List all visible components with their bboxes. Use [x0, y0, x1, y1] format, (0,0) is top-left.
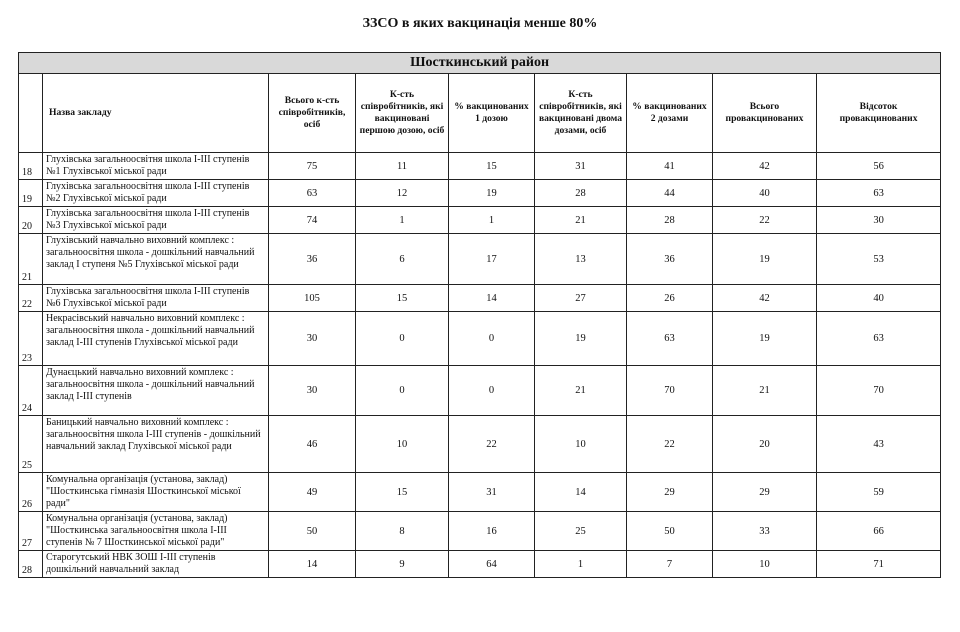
two-doses-percent-cell: 7 — [627, 551, 713, 578]
vaccinated-percent-cell: 40 — [817, 285, 941, 312]
total-vaccinated-cell: 22 — [713, 207, 817, 234]
first-dose-percent-cell: 0 — [449, 312, 535, 366]
institution-name: Баницький навчально виховний комплекс : загальноосвітня школа І-ІІІ ступенів - дошкільний навчальний заклад Глухівської міської ради — [43, 416, 269, 473]
total-vaccinated-cell: 33 — [713, 512, 817, 551]
total-vaccinated-cell: 21 — [713, 366, 817, 416]
institution-name: Глухівська загальноосвітня школа І-ІІІ ступенів №3 Глухівської міської ради — [43, 207, 269, 234]
two-doses-percent-cell: 41 — [627, 153, 713, 180]
row-number: 25 — [19, 416, 43, 473]
two-doses-percent-cell: 26 — [627, 285, 713, 312]
two-doses-percent-cell: 29 — [627, 473, 713, 512]
header-institution-name: Назва закладу — [43, 74, 269, 153]
total-staff-cell: 30 — [269, 366, 356, 416]
first-dose-percent-cell: 31 — [449, 473, 535, 512]
table-row — [19, 512, 941, 551]
two-doses-count-cell: 27 — [535, 285, 627, 312]
total-staff-cell: 105 — [269, 285, 356, 312]
region-title: Шосткинський район — [19, 53, 941, 74]
header-two-doses-count: К-сть співробітників, які вакциновані двома дозами, осіб — [535, 74, 627, 153]
total-vaccinated-cell: 42 — [713, 285, 817, 312]
institution-name: Комунальна організація (установа, заклад) "Шосткинська гімназія Шосткинської міської ради" — [43, 473, 269, 512]
first-dose-count-cell: 11 — [356, 153, 449, 180]
table-row — [19, 207, 941, 234]
row-number: 28 — [19, 551, 43, 578]
institution-name: Комунальна організація (установа, заклад) "Шосткинська загальноосвітня школа І-ІІІ ступенів № 7 Шосткинської міської ради" — [43, 512, 269, 551]
first-dose-percent-cell: 17 — [449, 234, 535, 285]
table-row — [19, 312, 941, 366]
row-number: 19 — [19, 180, 43, 207]
two-doses-count-cell: 31 — [535, 153, 627, 180]
table-row — [19, 153, 941, 180]
vaccinated-percent-cell: 43 — [817, 416, 941, 473]
table-row — [19, 416, 941, 473]
table-row — [19, 551, 941, 578]
vaccinated-percent-cell: 56 — [817, 153, 941, 180]
two-doses-percent-cell: 28 — [627, 207, 713, 234]
table-row — [19, 234, 941, 285]
first-dose-count-cell: 10 — [356, 416, 449, 473]
first-dose-percent-cell: 19 — [449, 180, 535, 207]
header-first-dose-percent: % вакцинованих 1 дозою — [449, 74, 535, 153]
vaccinated-percent-cell: 71 — [817, 551, 941, 578]
first-dose-count-cell: 6 — [356, 234, 449, 285]
total-vaccinated-cell: 19 — [713, 312, 817, 366]
row-number: 24 — [19, 366, 43, 416]
total-staff-cell: 75 — [269, 153, 356, 180]
first-dose-percent-cell: 15 — [449, 153, 535, 180]
first-dose-percent-cell: 16 — [449, 512, 535, 551]
first-dose-count-cell: 8 — [356, 512, 449, 551]
institution-name: Глухівська загальноосвітня школа І-ІІІ ступенів №1 Глухівської міської ради — [43, 153, 269, 180]
institution-name: Дунаєцький навчально виховний комплекс : загальноосвітня школа - дошкільний навчальний заклад І-ІІІ ступенів — [43, 366, 269, 416]
table-row — [19, 473, 941, 512]
vaccinated-percent-cell: 70 — [817, 366, 941, 416]
two-doses-percent-cell: 36 — [627, 234, 713, 285]
first-dose-count-cell: 0 — [356, 366, 449, 416]
total-staff-cell: 50 — [269, 512, 356, 551]
vaccinated-percent-cell: 66 — [817, 512, 941, 551]
row-number: 27 — [19, 512, 43, 551]
two-doses-count-cell: 21 — [535, 207, 627, 234]
first-dose-percent-cell: 64 — [449, 551, 535, 578]
institution-name: Старогутський НВК ЗОШ І-ІІІ ступенів дошкільний навчальний заклад — [43, 551, 269, 578]
vaccinated-percent-cell: 53 — [817, 234, 941, 285]
header-two-doses-percent: % вакцинованих 2 дозами — [627, 74, 713, 153]
vaccinated-percent-cell: 59 — [817, 473, 941, 512]
two-doses-percent-cell: 63 — [627, 312, 713, 366]
total-vaccinated-cell: 10 — [713, 551, 817, 578]
two-doses-count-cell: 25 — [535, 512, 627, 551]
total-vaccinated-cell: 20 — [713, 416, 817, 473]
header-number — [19, 74, 43, 153]
table-row — [19, 366, 941, 416]
total-vaccinated-cell: 40 — [713, 180, 817, 207]
two-doses-percent-cell: 44 — [627, 180, 713, 207]
first-dose-count-cell: 12 — [356, 180, 449, 207]
row-number: 23 — [19, 312, 43, 366]
table-row — [19, 285, 941, 312]
total-vaccinated-cell: 29 — [713, 473, 817, 512]
total-staff-cell: 74 — [269, 207, 356, 234]
total-staff-cell: 46 — [269, 416, 356, 473]
total-staff-cell: 49 — [269, 473, 356, 512]
row-number: 20 — [19, 207, 43, 234]
total-staff-cell: 36 — [269, 234, 356, 285]
institution-name: Некрасівський навчально виховний комплекс : загальноосвітня школа - дошкільний навчальний заклад І-ІІІ ступенів Глухівської міської ради — [43, 312, 269, 366]
page-title: ЗЗСО в яких вакцинація менше 80% — [362, 16, 598, 31]
two-doses-count-cell: 13 — [535, 234, 627, 285]
total-staff-cell: 14 — [269, 551, 356, 578]
region-row — [19, 53, 941, 74]
first-dose-count-cell: 9 — [356, 551, 449, 578]
two-doses-count-cell: 10 — [535, 416, 627, 473]
first-dose-percent-cell: 1 — [449, 207, 535, 234]
institution-name: Глухівський навчально виховний комплекс : загальноосвітня школа - дошкільний навчальний заклад І ступеня №5 Глухівської міської ради — [43, 234, 269, 285]
header-row — [19, 74, 941, 153]
two-doses-percent-cell: 22 — [627, 416, 713, 473]
row-number: 18 — [19, 153, 43, 180]
header-first-dose-count: К-сть співробітників, які вакциновані першою дозою, осіб — [356, 74, 449, 153]
table-row — [19, 180, 941, 207]
row-number: 22 — [19, 285, 43, 312]
institution-name: Глухівська загальноосвітня школа І-ІІІ ступенів №2 Глухівської міської ради — [43, 180, 269, 207]
two-doses-count-cell: 14 — [535, 473, 627, 512]
first-dose-count-cell: 15 — [356, 473, 449, 512]
first-dose-count-cell: 1 — [356, 207, 449, 234]
row-number: 26 — [19, 473, 43, 512]
two-doses-percent-cell: 70 — [627, 366, 713, 416]
two-doses-count-cell: 19 — [535, 312, 627, 366]
two-doses-count-cell: 21 — [535, 366, 627, 416]
vaccinated-percent-cell: 30 — [817, 207, 941, 234]
two-doses-percent-cell: 50 — [627, 512, 713, 551]
header-total-vaccinated: Всього провакцинованих — [713, 74, 817, 153]
total-staff-cell: 63 — [269, 180, 356, 207]
total-staff-cell: 30 — [269, 312, 356, 366]
first-dose-percent-cell: 0 — [449, 366, 535, 416]
two-doses-count-cell: 28 — [535, 180, 627, 207]
first-dose-percent-cell: 22 — [449, 416, 535, 473]
header-total-staff: Всього к-сть співробітників, осіб — [269, 74, 356, 153]
institution-name: Глухівська загальноосвітня школа І-ІІІ ступенів №6 Глухівської міської ради — [43, 285, 269, 312]
total-vaccinated-cell: 42 — [713, 153, 817, 180]
header-vaccinated-percent: Відсоток провакцинованих — [817, 74, 941, 153]
first-dose-count-cell: 15 — [356, 285, 449, 312]
first-dose-count-cell: 0 — [356, 312, 449, 366]
row-number: 21 — [19, 234, 43, 285]
two-doses-count-cell: 1 — [535, 551, 627, 578]
vaccinated-percent-cell: 63 — [817, 312, 941, 366]
first-dose-percent-cell: 14 — [449, 285, 535, 312]
total-vaccinated-cell: 19 — [713, 234, 817, 285]
vaccinated-percent-cell: 63 — [817, 180, 941, 207]
vaccination-table — [18, 52, 941, 578]
